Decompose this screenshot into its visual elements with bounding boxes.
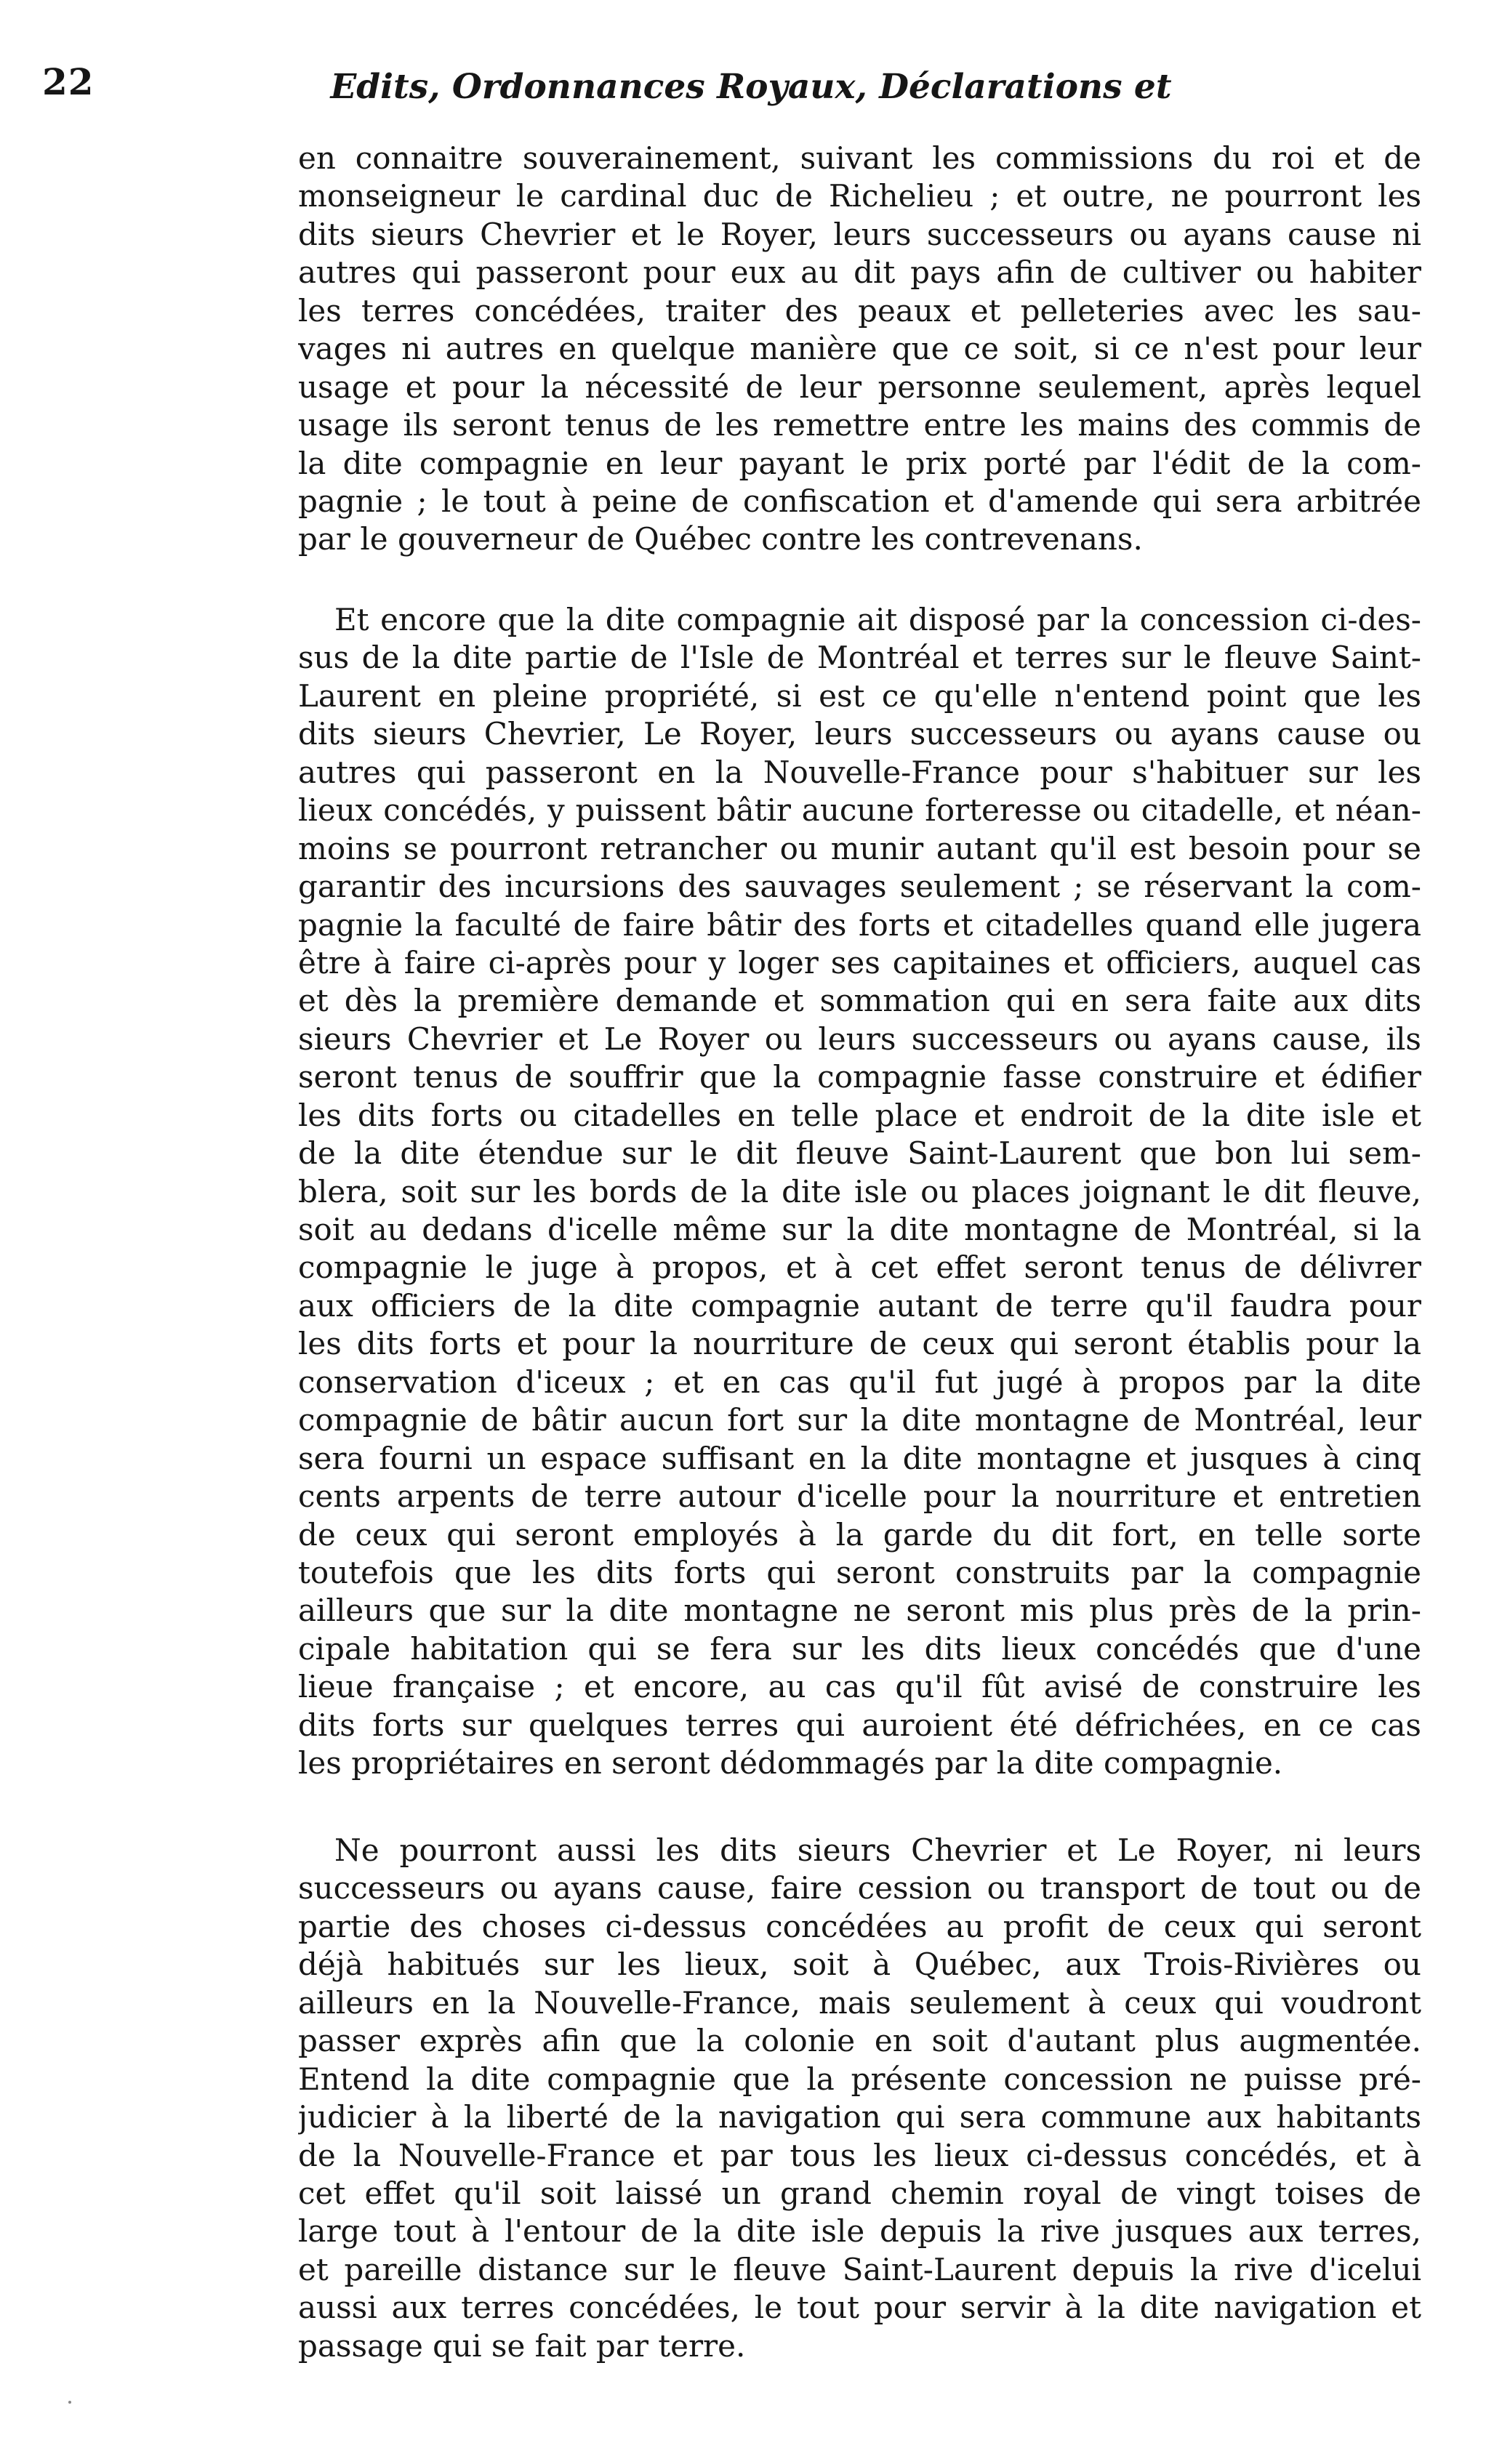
scan-speck (68, 2401, 71, 2404)
text-line: lieue française ; et encore, au cas qu'il fût avisé de construire les (298, 1669, 1421, 1705)
text-line: pagnie la faculté de faire bâtir des forts et citadelles quand elle jugera (298, 906, 1421, 943)
text-line: garantir des incursions des sauvages seulement ; se réservant la com- (298, 869, 1421, 905)
text-line: passer exprès afin que la colonie en soit d'autant plus augmentée. (298, 2023, 1421, 2059)
text-line: dits forts sur quelques terres qui auroient été défrichées, en ce cas (298, 1707, 1421, 1743)
text-line: dits sieurs Chevrier et le Royer, leurs successeurs ou ayans cause ni (298, 216, 1421, 252)
text-line: usage ils seront tenus de les remettre entre les mains des commis de (298, 407, 1421, 443)
text-line: ailleurs que sur la dite montagne ne seront mis plus près de la prin- (298, 1593, 1421, 1629)
text-line: Laurent en pleine propriété, si est ce qu'elle n'entend point que les (298, 677, 1421, 714)
text-line: toutefois que les dits forts qui seront construits par la compagnie (298, 1554, 1421, 1590)
text-line: autres qui passeront pour eux au dit pays afin de cultiver ou habiter (298, 254, 1421, 291)
page-number: 22 (42, 60, 95, 103)
text-line: cipale habitation qui se fera sur les dits lieux concédés que d'une (298, 1630, 1421, 1667)
text-line: successeurs ou ayans cause, faire cession ou transport de tout ou de (298, 1870, 1421, 1907)
text-line: moins se pourront retrancher ou munir autant qu'il est besoin pour se (298, 830, 1421, 866)
text-line: cet effet qu'il soit laissé un grand chemin royal de vingt toises de (298, 2175, 1421, 2211)
text-line: Et encore que la dite compagnie ait disposé par la concession ci-des- (334, 602, 1421, 637)
text-line: monseigneur le cardinal duc de Richelieu ; et outre, ne pourront les (298, 178, 1421, 214)
text-line: ailleurs en la Nouvelle-France, mais seulement à ceux qui voudront (298, 1984, 1421, 2021)
running-header: Edits, Ordonnances Royaux, Déclarations et (330, 67, 1172, 107)
text-line: les dits forts ou citadelles en telle place et endroit de la dite isle et (298, 1097, 1421, 1133)
text-line: être à faire ci-après pour y loger ses capitaines et officiers, auquel cas (298, 944, 1421, 981)
text-line: conservation d'iceux ; et en cas qu'il fut jugé à propos par la dite (298, 1364, 1421, 1400)
text-line: de ceux qui seront employés à la garde du dit fort, en telle sorte (298, 1516, 1421, 1553)
text-line: pagnie ; le tout à peine de confiscation et d'amende qui sera arbitrée (298, 483, 1421, 519)
text-line: cents arpents de terre autour d'icelle pour la nourriture et entretien (298, 1478, 1421, 1515)
text-line: déjà habitués sur les lieux, soit à Québec, aux Trois-Rivières ou (298, 1946, 1421, 1983)
text-line: aux officiers de la dite compagnie autant de terre qu'il faudra pour (298, 1287, 1421, 1324)
text-line: lieux concédés, y puissent bâtir aucune forteresse ou citadelle, et néan- (298, 792, 1421, 829)
text-line: sus de la dite partie de l'Isle de Montréal et terres sur le fleuve Saint- (298, 640, 1421, 676)
text-line: autres qui passeront en la Nouvelle-France pour s'habituer sur les (298, 754, 1421, 790)
text-line: en connaitre souverainement, suivant les commissions du roi et de (298, 140, 1421, 176)
text-line: dits sieurs Chevrier, Le Royer, leurs successeurs ou ayans cause ou (298, 716, 1421, 752)
paragraph-1 (298, 140, 1421, 559)
text-line: sieurs Chevrier et Le Royer ou leurs successeurs ou ayans cause, ils (298, 1020, 1421, 1057)
text-line: soit au dedans d'icelle même sur la dite montagne de Montréal, si la (298, 1212, 1421, 1247)
text-line: et pareille distance sur le fleuve Saint-Laurent depuis la rive d'icelui (298, 2251, 1421, 2287)
paragraph-3 (298, 1832, 1421, 2365)
text-line: judicier à la liberté de la navigation qui sera commune aux habitants (298, 2099, 1421, 2135)
text-line: par le gouverneur de Québec contre les contrevenans. (298, 521, 1143, 557)
text-line: large tout à l'entour de la dite isle depuis la rive jusques aux terres, (298, 2213, 1421, 2250)
text-line: Entend la dite compagnie que la présente concession ne puisse pré- (298, 2061, 1421, 2097)
text-line: partie des choses ci-dessus concédées au profit de ceux qui seront (298, 1908, 1421, 1944)
text-line: les terres concédées, traiter des peaux et pelleteries avec les sau- (298, 292, 1421, 329)
text-line: les dits forts et pour la nourriture de ceux qui seront établis pour la (298, 1326, 1421, 1362)
paragraph-2 (298, 601, 1421, 1783)
text-line: usage et pour la nécessité de leur personne seulement, après lequel (298, 369, 1421, 405)
text-line: compagnie de bâtir aucun fort sur la dite montagne de Montréal, leur (298, 1402, 1421, 1438)
text-line: sera fourni un espace suffisant en la dite montagne et jusques à cinq (298, 1440, 1421, 1476)
text-line: seront tenus de souffrir que la compagnie fasse construire et édifier (298, 1059, 1421, 1095)
text-line: et dès la première demande et sommation qui en sera faite aux dits (298, 983, 1421, 1019)
text-line: les propriétaires en seront dédommagés par la dite compagnie. (298, 1745, 1283, 1781)
text-line: la dite compagnie en leur payant le prix porté par l'édit de la com- (298, 445, 1421, 481)
text-line: Ne pourront aussi les dits sieurs Chevrier et Le Royer, ni leurs (334, 1832, 1421, 1868)
text-line: aussi aux terres concédées, le tout pour servir à la dite navigation et (298, 2290, 1421, 2326)
text-line: passage qui se fait par terre. (298, 2327, 746, 2364)
text-line: vages ni autres en quelque manière que ce soit, si ce n'est pour leur (298, 331, 1421, 367)
text-line: compagnie le juge à propos, et à cet effet seront tenus de délivrer (298, 1249, 1421, 1286)
text-line: blera, soit sur les bords de la dite isle ou places joignant le dit fleuve, (298, 1173, 1421, 1209)
text-line: de la dite étendue sur le dit fleuve Saint-Laurent que bon lui sem- (298, 1135, 1421, 1172)
text-line: de la Nouvelle-France et par tous les lieux ci-dessus concédés, et à (298, 2137, 1421, 2173)
